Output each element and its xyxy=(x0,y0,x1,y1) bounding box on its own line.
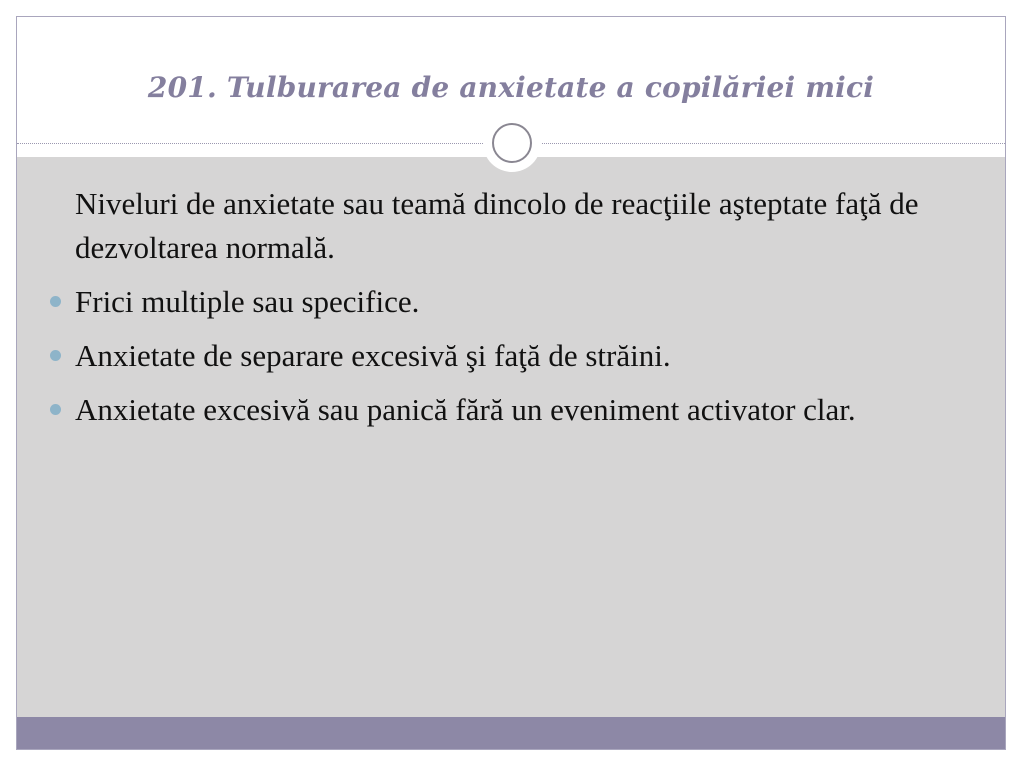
bullet-item xyxy=(47,334,967,378)
bullet-text: Frici multiple sau specifice. xyxy=(75,284,420,319)
slide xyxy=(16,16,1006,750)
bullet-dot-icon xyxy=(50,404,61,415)
bullet-dot-icon xyxy=(50,296,61,307)
bullet-text: Anxietate excesivă sau panică fără un eveniment activator clar. xyxy=(75,392,856,427)
bullet-text: Anxietate de separare excesivă şi faţă de străini. xyxy=(75,338,671,373)
bullet-item xyxy=(47,280,967,324)
content-body xyxy=(47,182,967,442)
bullet-dot-icon xyxy=(50,350,61,361)
bullet-item xyxy=(47,388,967,432)
footer-band xyxy=(17,717,1005,750)
circle-ornament-icon xyxy=(483,114,541,172)
slide-title: 201. Tulburarea de anxietate a copilăriei mici xyxy=(147,71,875,104)
paragraph-intro xyxy=(47,182,967,270)
paragraph-text: Niveluri de anxietate sau teamă dincolo de reacţiile aşteptate faţă de dezvoltarea normală. xyxy=(75,186,919,265)
ring-icon xyxy=(492,123,532,163)
